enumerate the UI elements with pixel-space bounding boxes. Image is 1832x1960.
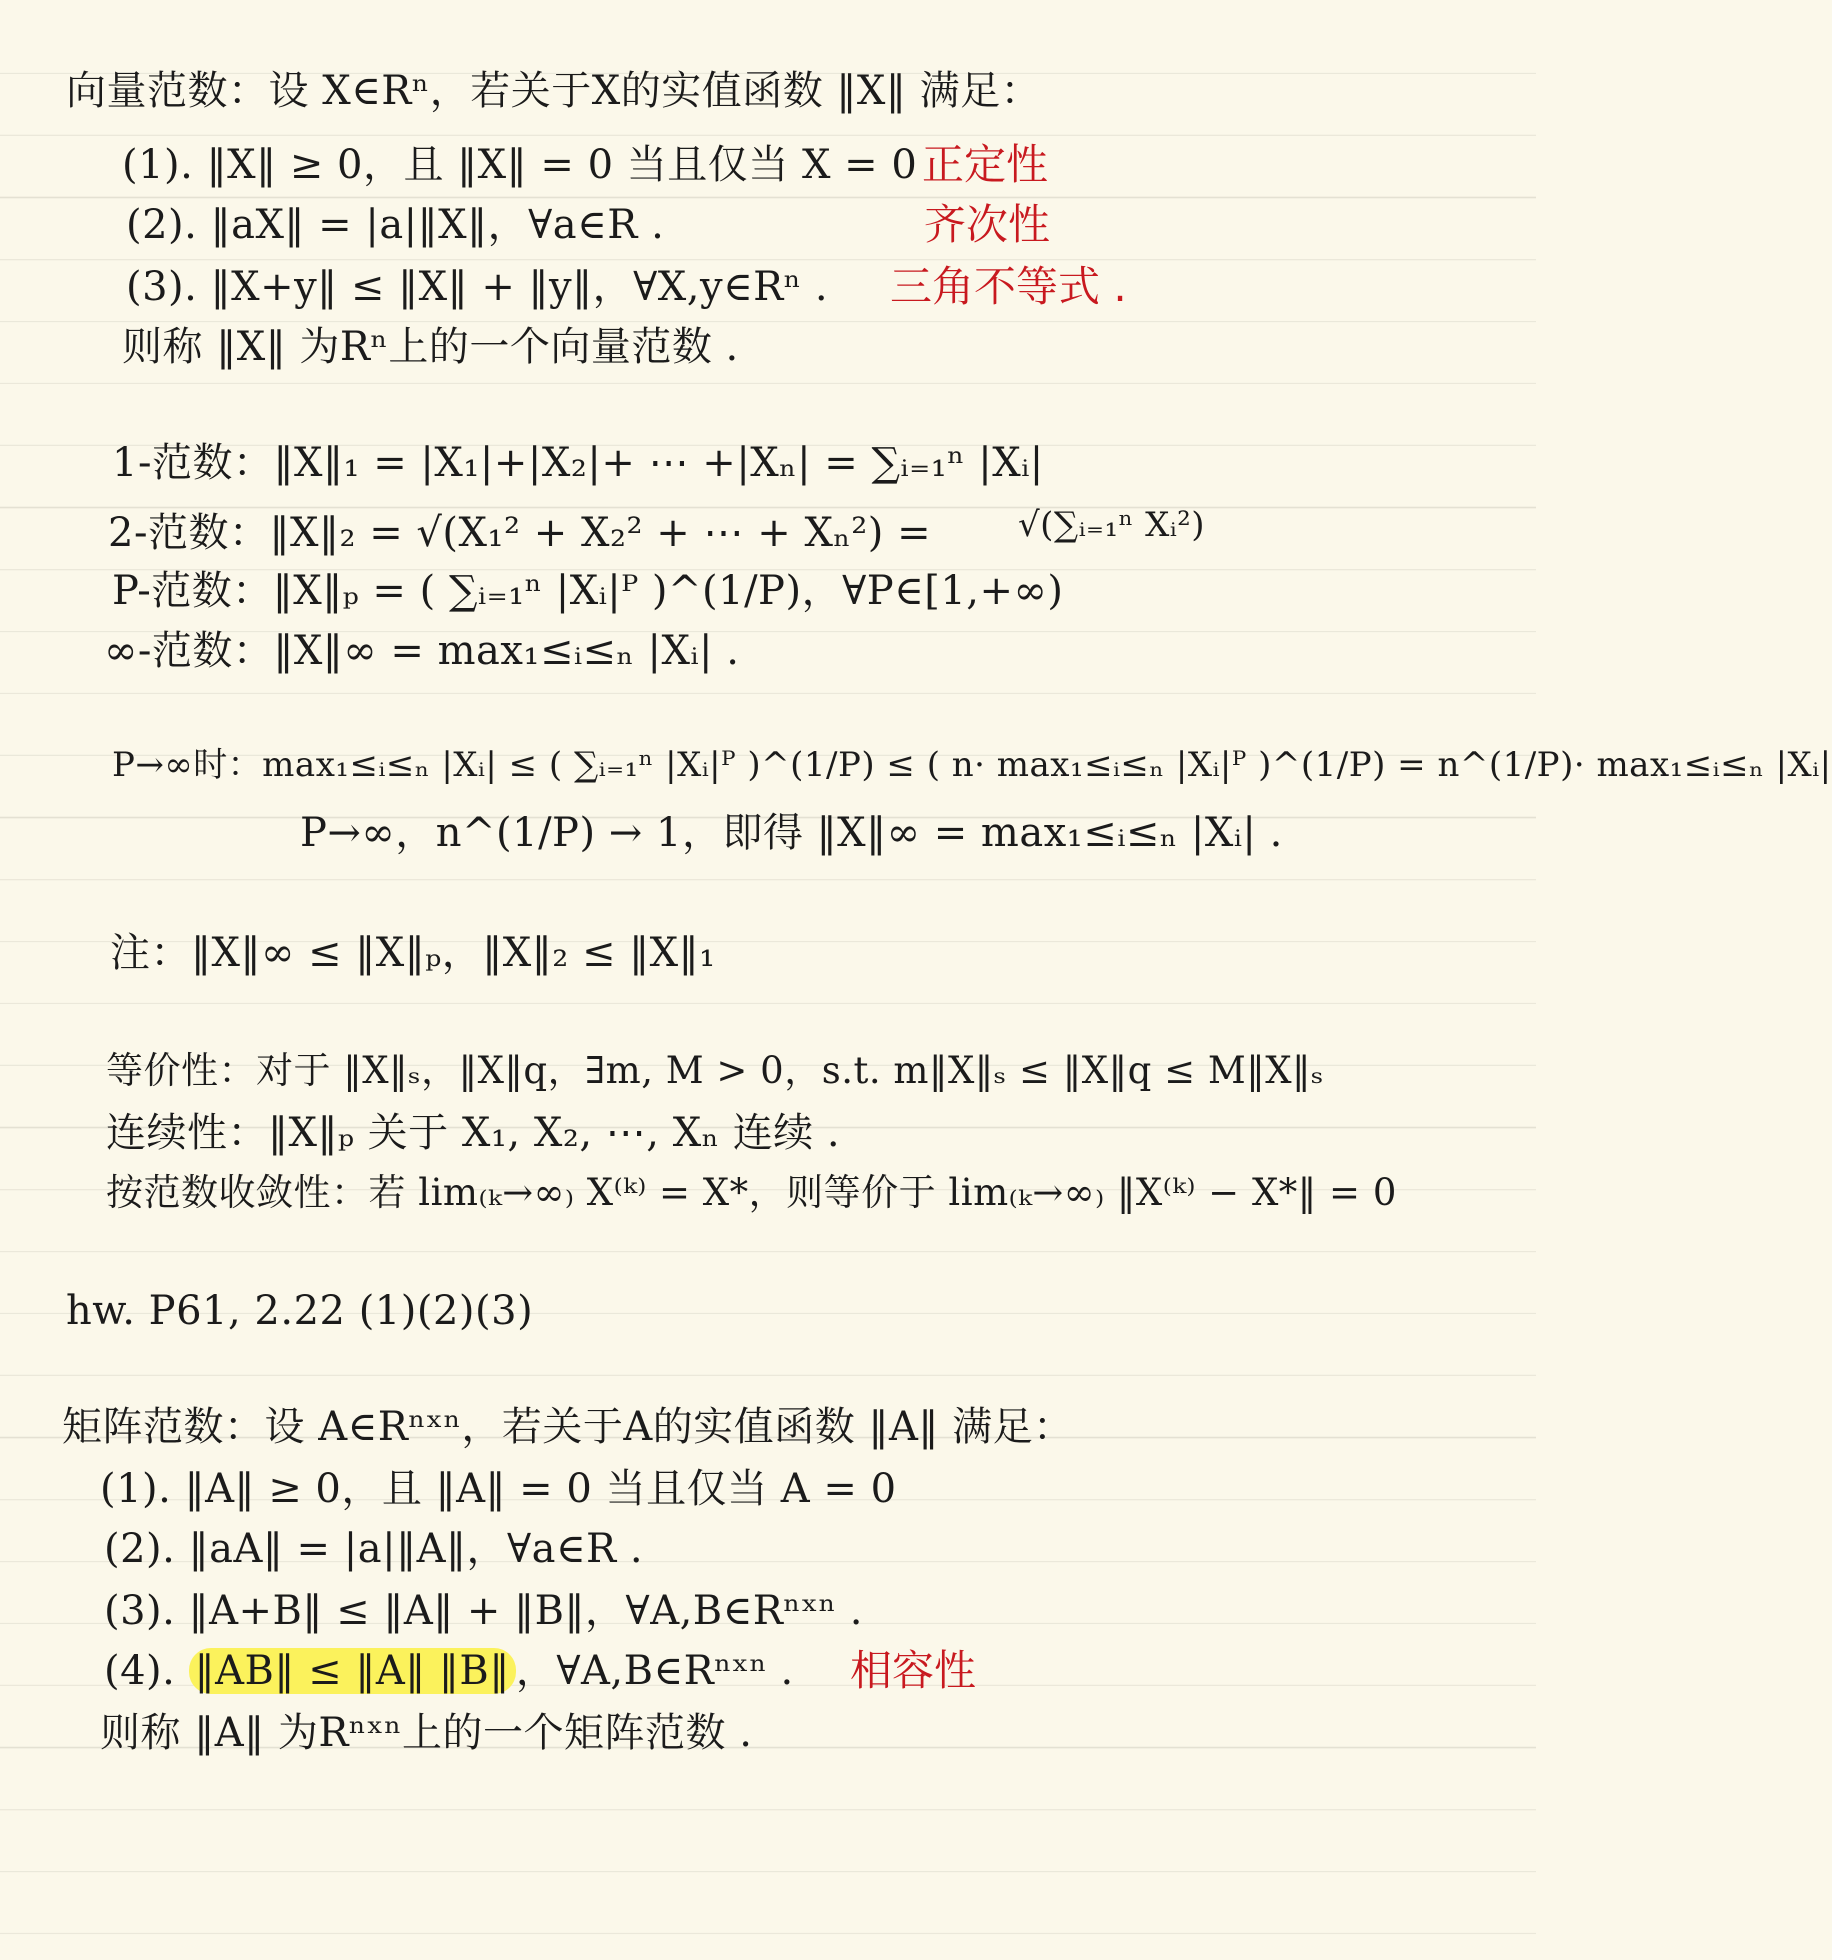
tag-positive-definite: 正定性 — [922, 140, 1049, 189]
two-norm-formula: 2-范数：‖X‖₂ = √(X₁² + X₂² + ⋯ + Xₙ²) = — [108, 510, 932, 556]
tag-compatibility: 相容性 — [850, 1646, 977, 1695]
homework-note: hw. P61, 2.22 (1)(2)(3) — [66, 1288, 534, 1334]
matrix-norm-heading: 矩阵范数：设 A∈Rⁿˣⁿ，若关于A的实值函数 ‖A‖ 满足： — [62, 1404, 1074, 1450]
tag-triangle-inequality: 三角不等式 . — [890, 262, 1127, 311]
matrix-norm-property-1: (1). ‖A‖ ≥ 0，且 ‖A‖ = 0 当且仅当 A = 0 — [100, 1466, 897, 1512]
property-4-label: (4). — [104, 1648, 176, 1694]
limit-derivation-line-2: P→∞，n^(1/P) → 1，即得 ‖X‖∞ = max₁≤ᵢ≤ₙ |Xᵢ| . — [300, 810, 1283, 856]
property-4-rest: ，∀A,B∈Rⁿˣⁿ . — [515, 1648, 794, 1694]
one-norm-formula: 1-范数：‖X‖₁ = |X₁|+|X₂|+ ⋯ +|Xₙ| = ∑ᵢ₌₁ⁿ |Xᵢ| — [112, 440, 1044, 486]
matrix-norm-conclusion: 则称 ‖A‖ 为Rⁿˣⁿ上的一个矩阵范数 . — [100, 1710, 753, 1756]
tag-homogeneity: 齐次性 — [924, 200, 1051, 249]
convergence-property: 按范数收敛性：若 lim₍ₖ→∞₎ X⁽ᵏ⁾ = X*，则等价于 lim₍ₖ→∞₎ ‖X⁽ᵏ⁾ − X*‖ = 0 — [106, 1171, 1397, 1214]
limit-derivation-line-1: P→∞时：max₁≤ᵢ≤ₙ |Xᵢ| ≤ ( ∑ᵢ₌₁ⁿ |Xᵢ|ᴾ )^(1/P) ≤ ( n· max₁≤ᵢ≤ₙ |Xᵢ|ᴾ )^(1/P) = n^(1/P)· max₁≤ᵢ≤ₙ |Xᵢ| — [112, 745, 1832, 785]
continuity-property: 连续性：‖X‖ₚ 关于 X₁, X₂, ⋯, Xₙ 连续 . — [106, 1110, 841, 1156]
vector-norm-property-1: (1). ‖X‖ ≥ 0，且 ‖X‖ = 0 当且仅当 X = 0 — [122, 142, 918, 188]
vector-norm-conclusion: 则称 ‖X‖ 为Rⁿ上的一个向量范数 . — [122, 324, 739, 370]
vector-norm-heading: 向量范数：设 X∈Rⁿ，若关于X的实值函数 ‖X‖ 满足： — [66, 68, 1042, 114]
vector-norm-property-2: (2). ‖aX‖ = |a|‖X‖，∀a∈R . — [126, 202, 665, 248]
matrix-norm-property-4 — [104, 1646, 794, 1696]
equivalence-property: 等价性：对于 ‖X‖ₛ，‖X‖q，∃m, M > 0，s.t. m‖X‖ₛ ≤ ‖X‖q ≤ M‖X‖ₛ — [106, 1049, 1325, 1092]
submultiplicative-highlight: ‖AB‖ ≤ ‖A‖ ‖B‖ — [189, 1648, 516, 1694]
p-norm-formula: P-范数：‖X‖ₚ = ( ∑ᵢ₌₁ⁿ |Xᵢ|ᴾ )^(1/P)，∀P∈[1,+∞) — [112, 568, 1064, 614]
matrix-norm-property-3: (3). ‖A+B‖ ≤ ‖A‖ + ‖B‖，∀A,B∈Rⁿˣⁿ . — [104, 1588, 863, 1634]
norm-inequality-note: 注：‖X‖∞ ≤ ‖X‖ₚ，‖X‖₂ ≤ ‖X‖₁ — [110, 930, 716, 976]
infinity-norm-formula: ∞-范数：‖X‖∞ = max₁≤ᵢ≤ₙ |Xᵢ| . — [104, 628, 740, 674]
matrix-norm-property-2: (2). ‖aA‖ = |a|‖A‖，∀a∈R . — [104, 1526, 644, 1572]
vector-norm-property-3: (3). ‖X+y‖ ≤ ‖X‖ + ‖y‖，∀X,y∈Rⁿ . — [126, 264, 829, 310]
two-norm-sum-form: √(∑ᵢ₌₁ⁿ Xᵢ²) — [1018, 505, 1206, 545]
